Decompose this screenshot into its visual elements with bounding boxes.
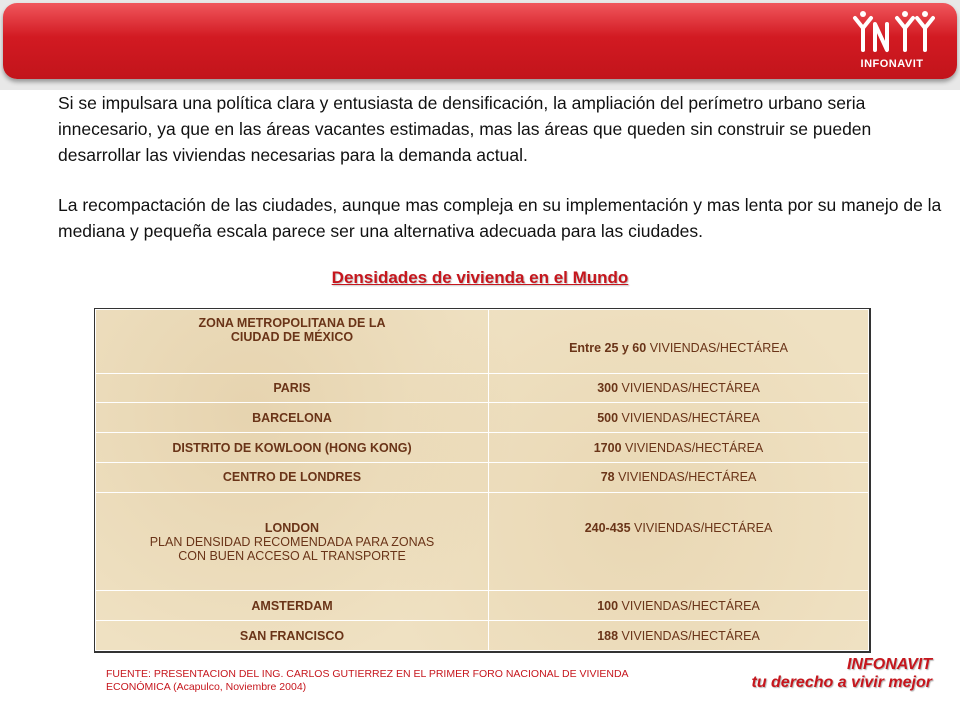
zone-name: ZONA METROPOLITANA DE LA xyxy=(198,316,386,330)
intro-paragraph-2: La recompactación de las ciudades, aunque mas compleja en su implementación y mas lenta por su manejo de la mediana y pequeña escala parece ser una alternativa adecuada para las ciudades. xyxy=(58,195,942,241)
zone-name: SAN FRANCISCO xyxy=(96,621,489,651)
source-line-2: ECONÓMICA (Acapulco, Noviembre 2004) xyxy=(106,681,307,693)
density-unit: VIVIENDAS/HECTÁREA xyxy=(618,628,760,643)
density-value: 1700 xyxy=(593,440,622,455)
table-row xyxy=(96,621,869,651)
zone-description-line1: PLAN DENSIDAD RECOMENDADA PARA ZONAS xyxy=(149,534,435,549)
brand-slogan: tu derecho a vivir mejor xyxy=(751,674,932,691)
table-row xyxy=(96,492,869,591)
zone-name: CENTRO DE LONDRES xyxy=(96,463,489,493)
zone-name: PARIS xyxy=(96,373,489,403)
density-unit: VIVIENDAS/HECTÁREA xyxy=(630,520,773,535)
density-value: 188 xyxy=(597,628,619,643)
density-unit: VIVIENDAS/HECTÁREA xyxy=(614,470,757,485)
header-band xyxy=(0,0,960,90)
source-note xyxy=(106,668,706,694)
density-value: Entre 25 y 60 xyxy=(569,341,647,356)
density-unit: VIVIENDAS/HECTÁREA xyxy=(646,341,788,356)
density-unit: VIVIENDAS/HECTÁREA xyxy=(618,381,760,396)
density-cell xyxy=(489,591,869,621)
table-row xyxy=(96,433,869,463)
density-unit: VIVIENDAS/HECTÁREA xyxy=(618,598,760,613)
source-line-1: FUENTE: PRESENTACION DEL ING. CARLOS GUTIERREZ EN EL PRIMER FORO NACIONAL DE VIVIENDA xyxy=(106,668,629,680)
zone-name: AMSTERDAM xyxy=(96,591,489,621)
intro-paragraph-1: Si se impulsara una política clara y entusiasta de densificación, la ampliación del perímetro urbano seria innecesario, ya que en las áreas vacantes estimadas, mas las áreas que queden sin construir se pueden desarrollar las viviendas necesarias para la demanda actual. xyxy=(58,93,872,165)
infonavit-logo-icon xyxy=(849,10,935,56)
density-value: 500 xyxy=(597,410,619,425)
zone-cell xyxy=(96,492,489,591)
table-row xyxy=(96,373,869,403)
density-value: 240-435 xyxy=(584,520,631,535)
density-table xyxy=(94,308,871,653)
density-value: 78 xyxy=(600,470,615,485)
intro-text xyxy=(58,90,948,244)
brand-name: INFONAVIT xyxy=(846,656,932,673)
table-row xyxy=(96,463,869,493)
header-red-bar xyxy=(3,3,957,79)
zone-name: DISTRITO DE KOWLOON (HONG KONG) xyxy=(96,433,489,463)
density-unit: VIVIENDAS/HECTÁREA xyxy=(618,410,760,425)
zone-description-line2: CON BUEN ACCESO AL TRANSPORTE xyxy=(178,548,406,563)
density-value: 100 xyxy=(597,598,619,613)
logo-text: INFONAVIT xyxy=(860,58,924,70)
zone-cell xyxy=(96,310,489,374)
table-title: Densidades de vivienda en el Mundo xyxy=(331,268,629,287)
density-value: 300 xyxy=(597,381,619,396)
density-cell xyxy=(489,621,869,651)
density-cell xyxy=(489,310,869,374)
density-cell xyxy=(489,433,869,463)
zone-name: LONDON xyxy=(264,520,320,535)
brand-footer xyxy=(751,656,932,692)
table-row xyxy=(96,403,869,433)
table-row xyxy=(96,591,869,621)
table-row xyxy=(96,310,869,374)
density-unit: VIVIENDAS/HECTÁREA xyxy=(621,440,764,455)
density-cell xyxy=(489,373,869,403)
zone-name-line2: CIUDAD DE MÉXICO xyxy=(230,330,354,344)
density-cell xyxy=(489,492,869,591)
infonavit-logo xyxy=(842,10,942,76)
density-cell xyxy=(489,463,869,493)
zone-name: BARCELONA xyxy=(96,403,489,433)
density-cell xyxy=(489,403,869,433)
